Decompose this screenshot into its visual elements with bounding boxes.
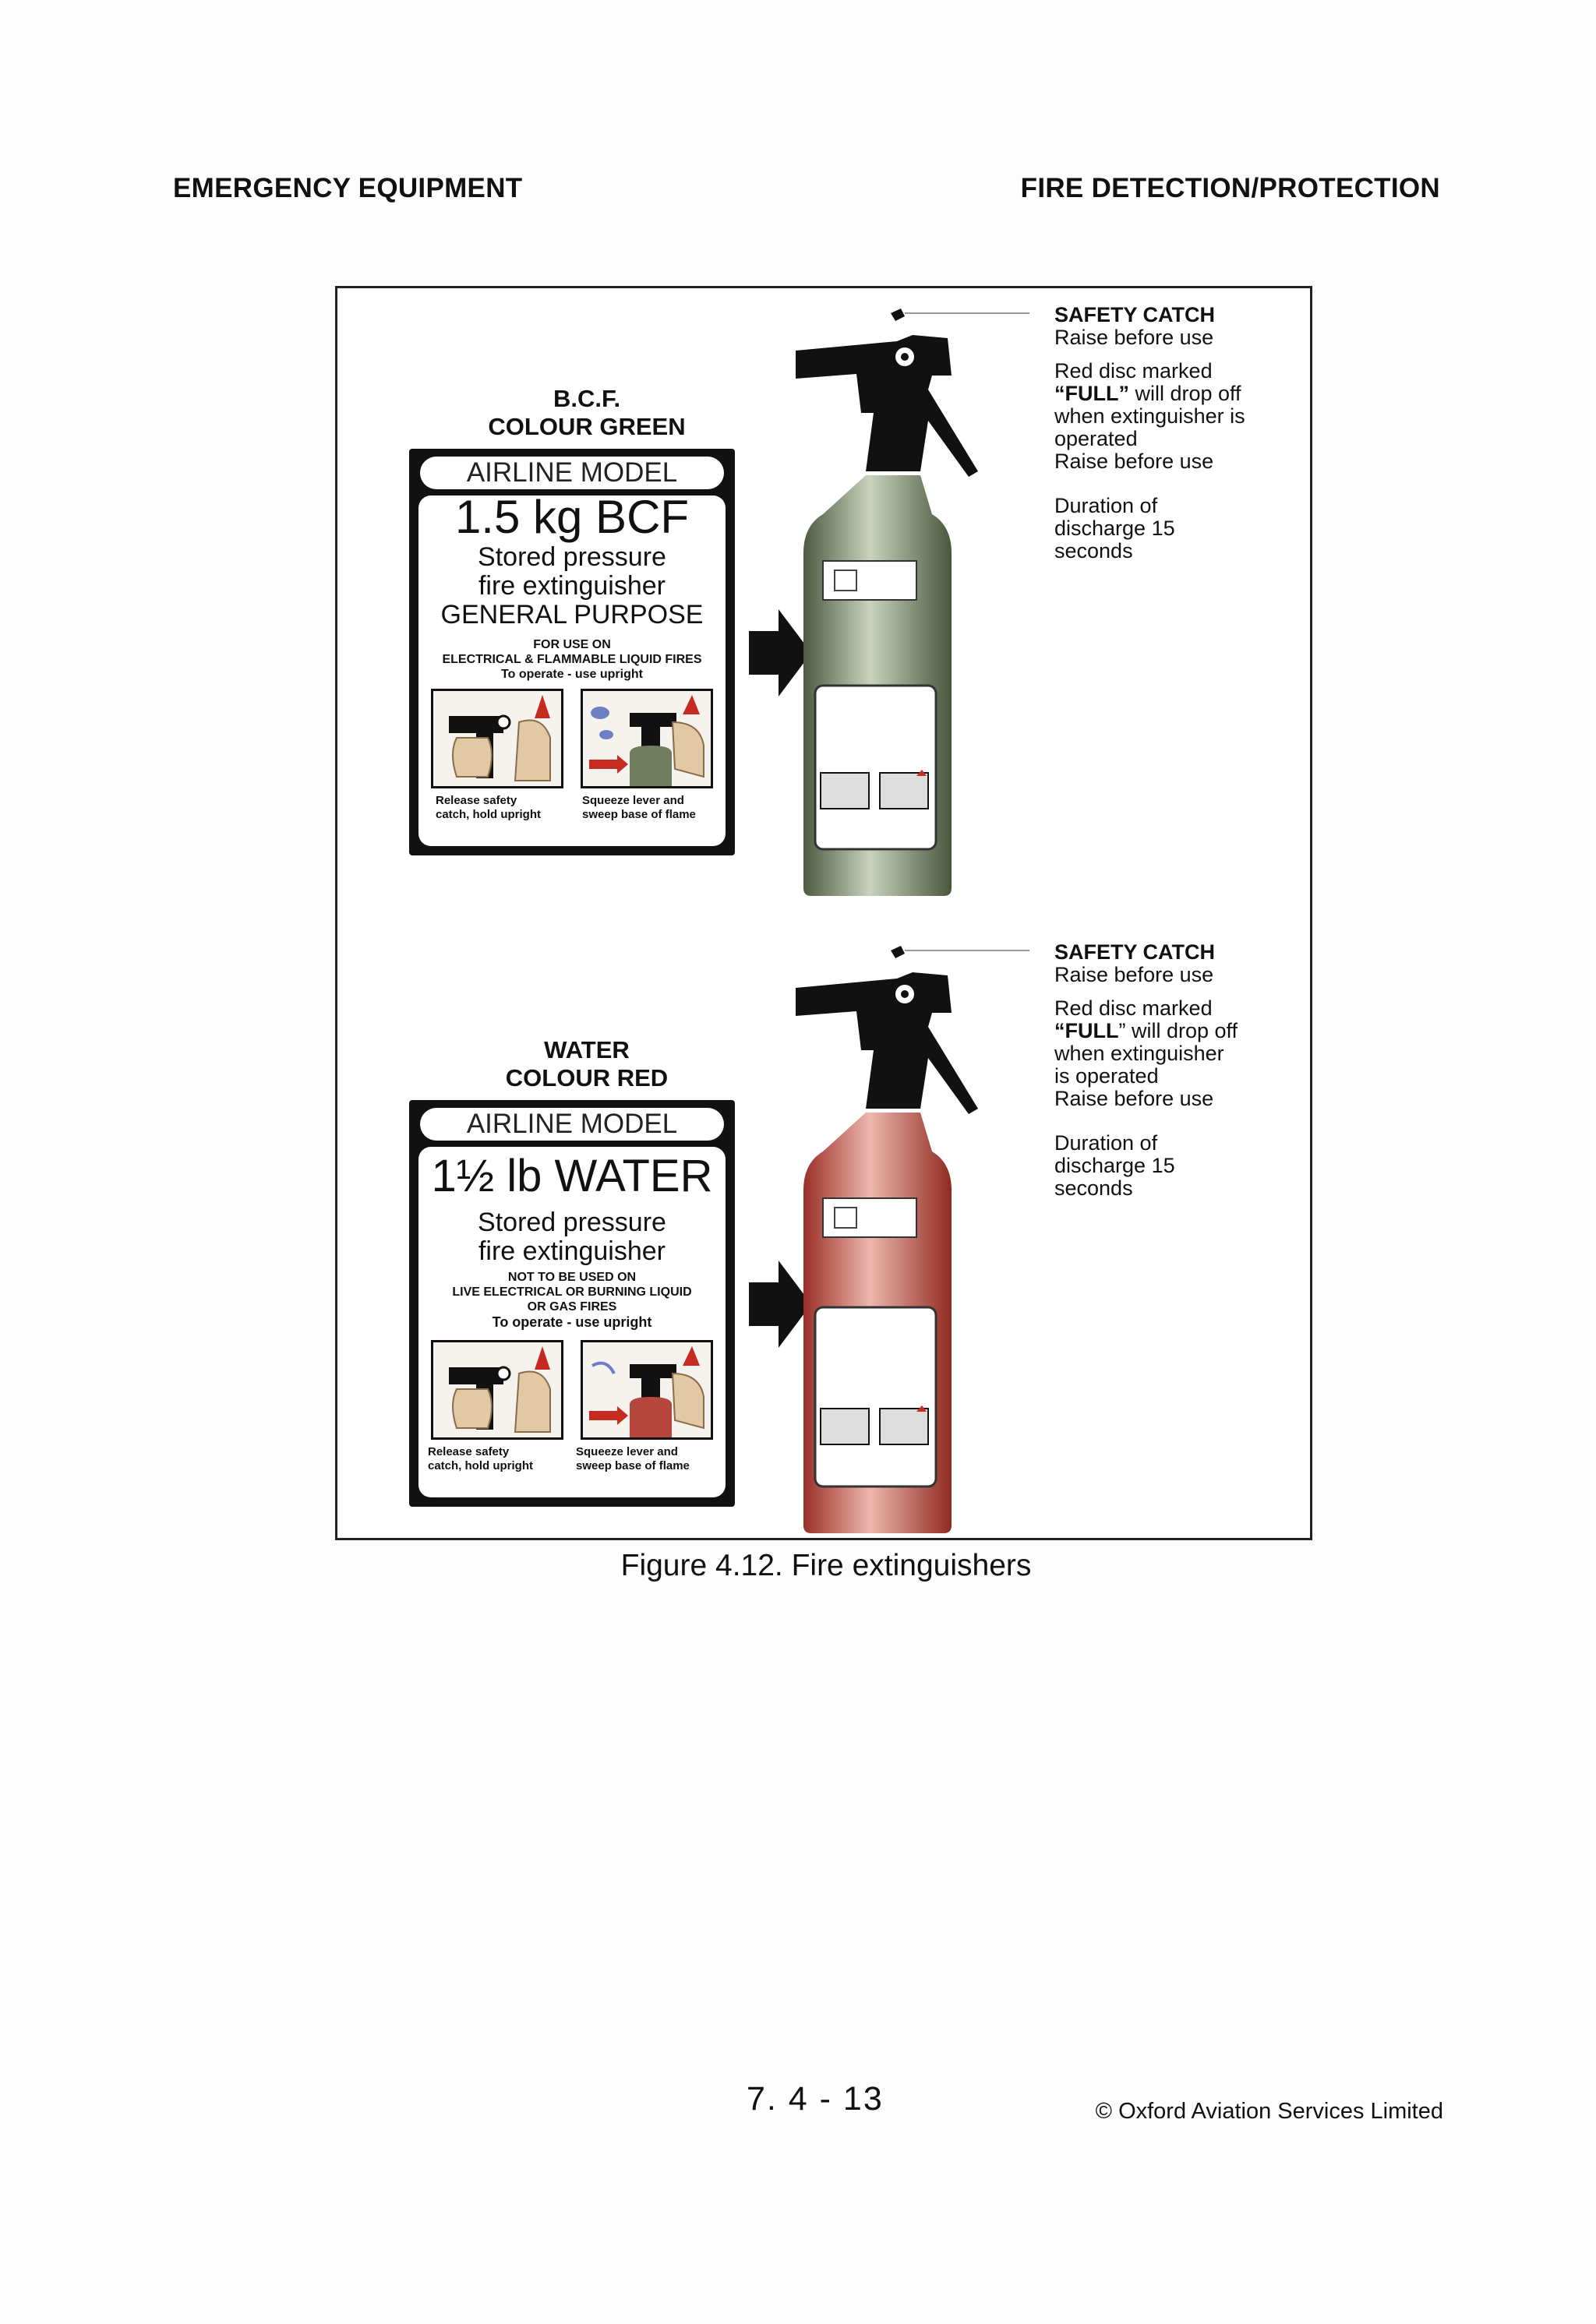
bcf-squeeze-lever-pictogram bbox=[581, 689, 713, 788]
water-duration-note bbox=[1054, 1132, 1304, 1200]
bcf-type-title bbox=[447, 385, 727, 441]
water-pic2-caption-line1: Squeeze lever and bbox=[576, 1445, 678, 1458]
bcf-type-line1: B.C.F. bbox=[553, 385, 621, 412]
hand-on-handle-icon bbox=[433, 691, 561, 786]
water-duration-line1: Duration of bbox=[1054, 1131, 1158, 1155]
water-safety-catch-sub: Raise before use bbox=[1054, 963, 1214, 986]
water-red-disc-line5: Raise before use bbox=[1054, 1087, 1214, 1110]
water-panel bbox=[337, 927, 1310, 1550]
page-number: 7. 4 - 13 bbox=[747, 2080, 884, 2118]
water-label-small1: NOT TO BE USED ON bbox=[507, 1271, 637, 1284]
bcf-label-line1: Stored pressure bbox=[478, 542, 666, 572]
bcf-airline-model: AIRLINE MODEL bbox=[420, 457, 724, 489]
water-label-small4: To operate - use upright bbox=[492, 1314, 652, 1330]
water-pic1-caption-line2: catch, hold upright bbox=[428, 1459, 533, 1472]
water-notes bbox=[1054, 941, 1304, 1211]
bcf-pic1-caption-line1: Release safety bbox=[436, 794, 517, 807]
bcf-safety-catch-sub: Raise before use bbox=[1054, 326, 1214, 349]
bcf-label-inner bbox=[418, 491, 726, 846]
hand-on-handle-icon bbox=[433, 1342, 561, 1437]
water-type-line2: COLOUR RED bbox=[505, 1064, 669, 1091]
bcf-red-disc-line2-rest: will drop off bbox=[1128, 382, 1241, 405]
bcf-red-disc-line5: Raise before use bbox=[1054, 450, 1214, 473]
water-label-line2: fire extinguisher bbox=[478, 1236, 666, 1266]
water-squeeze-lever-pictogram bbox=[581, 1340, 713, 1440]
bcf-full-word: “FULL” bbox=[1054, 382, 1129, 405]
bcf-panel bbox=[337, 288, 1310, 912]
water-label-card bbox=[409, 1100, 735, 1507]
bcf-pic2-caption bbox=[582, 794, 696, 822]
bcf-safety-catch-note bbox=[1054, 304, 1304, 349]
header-chapter-title: FIRE DETECTION/PROTECTION bbox=[1020, 173, 1440, 203]
squeeze-lever-icon bbox=[583, 1342, 711, 1437]
water-label-small3: OR GAS FIRES bbox=[527, 1300, 617, 1314]
water-red-disc-line3: when extinguisher bbox=[1054, 1042, 1224, 1065]
bcf-duration-line1: Duration of bbox=[1054, 494, 1158, 517]
header-section-title: EMERGENCY EQUIPMENT bbox=[173, 173, 523, 203]
bcf-duration-line2: discharge 15 bbox=[1054, 517, 1175, 540]
bcf-label-small2: ELECTRICAL & FLAMMABLE LIQUID FIRES bbox=[442, 653, 702, 666]
water-pic1-caption bbox=[428, 1445, 533, 1473]
water-red-disc-line4: is operated bbox=[1054, 1064, 1159, 1088]
water-duration-line2: discharge 15 bbox=[1054, 1154, 1175, 1177]
water-label-small2: LIVE ELECTRICAL OR BURNING LIQUID bbox=[452, 1285, 692, 1299]
water-full-word: “FULL bbox=[1054, 1019, 1119, 1042]
water-red-disc-note bbox=[1054, 997, 1304, 1110]
figure-frame bbox=[335, 286, 1312, 1540]
water-label-big: 1½ lb WATER bbox=[431, 1151, 713, 1201]
bcf-pic2-caption-line1: Squeeze lever and bbox=[582, 794, 684, 807]
bcf-duration-line3: seconds bbox=[1054, 539, 1133, 562]
water-red-disc-line1: Red disc marked bbox=[1054, 996, 1213, 1020]
water-pic2-caption bbox=[576, 1445, 690, 1473]
bcf-label-small3: To operate - use upright bbox=[501, 668, 643, 681]
bcf-red-disc-line3: when extinguisher is bbox=[1054, 404, 1245, 428]
water-duration-line3: seconds bbox=[1054, 1176, 1133, 1200]
water-type-title bbox=[447, 1036, 727, 1092]
bcf-extinguisher-illustration bbox=[796, 304, 1045, 896]
bcf-label-line2: fire extinguisher bbox=[478, 571, 666, 601]
bcf-safety-catch-title: SAFETY CATCH bbox=[1054, 303, 1216, 326]
bcf-duration-note bbox=[1054, 495, 1304, 562]
water-pic2-caption-line2: sweep base of flame bbox=[576, 1459, 690, 1472]
bcf-pic1-caption-line2: catch, hold upright bbox=[436, 808, 541, 821]
bcf-red-disc-note bbox=[1054, 360, 1304, 473]
water-red-disc-line2 bbox=[1054, 1020, 1304, 1042]
copyright-notice: © Oxford Aviation Services Limited bbox=[1095, 2099, 1443, 2124]
figure-caption: Figure 4.12. Fire extinguishers bbox=[620, 1549, 1032, 1582]
bcf-type-line2: COLOUR GREEN bbox=[488, 413, 686, 440]
squeeze-lever-icon bbox=[583, 691, 711, 786]
water-safety-catch-title: SAFETY CATCH bbox=[1054, 940, 1216, 964]
bcf-red-disc-line2 bbox=[1054, 383, 1304, 405]
bcf-release-catch-pictogram bbox=[431, 689, 563, 788]
bcf-red-disc-line4: operated bbox=[1054, 427, 1138, 450]
bcf-label-big: 1.5 kg BCF bbox=[454, 491, 690, 543]
bcf-pic2-caption-line2: sweep base of flame bbox=[582, 808, 696, 821]
bcf-pic1-caption bbox=[436, 794, 541, 822]
bcf-red-disc-line1: Red disc marked bbox=[1054, 359, 1213, 383]
water-type-line1: WATER bbox=[544, 1036, 630, 1063]
water-pic1-caption-line1: Release safety bbox=[428, 1445, 510, 1458]
water-release-catch-pictogram bbox=[431, 1340, 563, 1440]
water-extinguisher-illustration bbox=[796, 941, 1045, 1533]
water-safety-catch-note bbox=[1054, 941, 1304, 986]
bcf-notes bbox=[1054, 304, 1304, 573]
water-airline-model: AIRLINE MODEL bbox=[420, 1108, 724, 1141]
water-label-line1: Stored pressure bbox=[478, 1208, 666, 1237]
bcf-label-line3: GENERAL PURPOSE bbox=[440, 600, 704, 629]
bcf-label-small1: FOR USE ON bbox=[533, 638, 611, 651]
bcf-label-card bbox=[409, 449, 735, 855]
water-label-inner bbox=[418, 1147, 726, 1497]
water-red-disc-line2-rest: ” will drop off bbox=[1118, 1019, 1238, 1042]
